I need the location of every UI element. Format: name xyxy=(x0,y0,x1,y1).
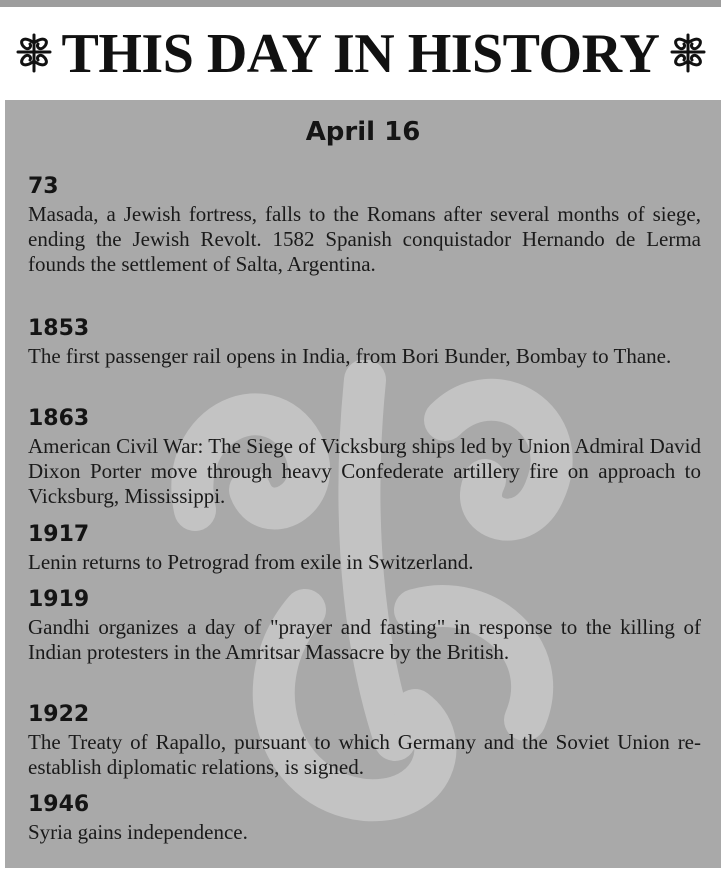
entry-text: Masada, a Jewish fortress, falls to the Romans after several months of siege, ending the Jewish Revolt. 1582 Spanish conquistador Hernando de Lerma founds the settlement of Salta, Argentina. xyxy=(28,202,701,276)
date-title: April 16 xyxy=(305,117,421,147)
entry-text: Gandhi organizes a day of "prayer and fasting" in response to the killing of Indian protesters in the Amritsar Massacre by the British. xyxy=(28,615,701,664)
entry-year: 1917 xyxy=(28,522,90,547)
history-entry xyxy=(28,790,701,845)
entry-text: The first passenger rail opens in India, from Bori Bunder, Bombay to Thane. xyxy=(28,344,672,368)
history-entry xyxy=(28,585,701,665)
history-panel xyxy=(5,100,721,868)
entry-year: 73 xyxy=(28,174,59,199)
entry-year: 1863 xyxy=(28,406,90,431)
entry-year: 1922 xyxy=(28,702,90,727)
fleuron-ornament-icon xyxy=(668,31,708,75)
entry-text: Lenin returns to Petrograd from exile in Switzerland. xyxy=(28,550,474,574)
bottom-margin xyxy=(0,868,721,883)
top-rule xyxy=(0,0,721,7)
entry-text: The Treaty of Rapallo, pursuant to which Germany and the Soviet Union re-establish diplomatic relations, is signed. xyxy=(28,730,701,779)
entry-year: 1946 xyxy=(28,792,90,817)
entry-year: 1919 xyxy=(28,587,90,612)
entry-text: American Civil War: The Siege of Vicksburg ships led by Union Admiral David Dixon Porter move through heavy Confederate artillery fire on approach to Vicksburg, Mississippi. xyxy=(28,434,701,508)
history-entry xyxy=(28,314,701,369)
history-entry xyxy=(28,172,701,277)
history-entry xyxy=(28,404,701,509)
history-entry xyxy=(28,700,701,780)
entry-text: Syria gains independence. xyxy=(28,820,248,844)
header-title: THIS DAY IN HISTORY xyxy=(61,23,660,85)
entry-year: 1853 xyxy=(28,316,90,341)
fleuron-ornament-icon xyxy=(14,31,54,75)
header xyxy=(0,7,721,100)
history-entry xyxy=(28,520,701,575)
content xyxy=(5,100,721,868)
